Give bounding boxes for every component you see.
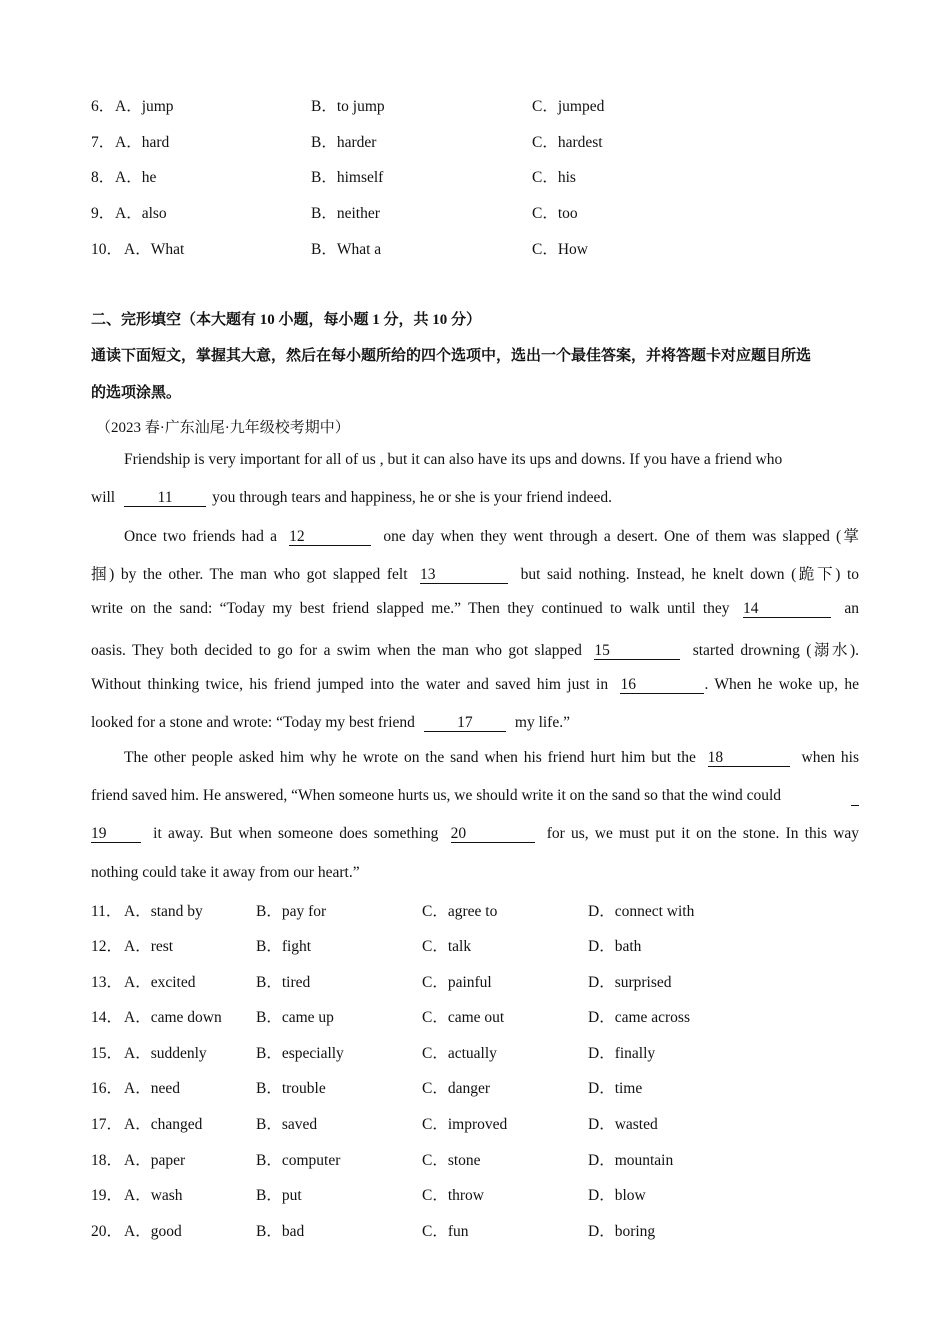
option-a: A．suddenly [124,1045,207,1062]
passage-line: oasis. They both decided to go for a swim when the man who got slapped 15 started drowning (溺水). [91,642,860,659]
option-d: D．finally [588,1045,656,1062]
passage-line: Without thinking twice, his friend jumped into the water and saved him just in 16 . When he woke up, he [91,676,860,693]
question-number: 19． [91,1187,123,1204]
option-c: C．stone [422,1152,481,1169]
passage-line: Once two friends had a 12 one day when they went through a desert. One of them was slapped (掌 [124,528,859,545]
option-a: A．jump [115,98,174,115]
option-c: C．danger [422,1080,491,1097]
blank-18: 18 [708,749,790,767]
option-a: A．also [115,205,167,222]
blank-12: 12 [289,528,371,546]
blank-14: 14 [743,600,831,618]
blank-19: 19 [91,825,141,843]
section-title: 二、完形填空（本大题有 10 小题，每小题 1 分，共 10 分） [91,312,482,328]
option-b: B．trouble [256,1080,326,1097]
question-number: 15． [91,1045,123,1062]
option-a: A．wash [124,1187,183,1204]
option-b: B．tired [256,974,311,991]
option-a: A．came down [124,1009,222,1026]
option-a: A．What [124,241,185,258]
option-c: C．How [532,241,588,258]
option-c: C．throw [422,1187,485,1204]
passage-line: looked for a stone and wrote: “Today my best friend 17 my life.” [91,714,570,731]
option-d: D．came across [588,1009,690,1026]
option-d: D．boring [588,1223,656,1240]
question-number: 6． [91,98,115,115]
option-d: D．bath [588,938,642,955]
option-a: A．stand by [124,903,203,920]
option-c: C．came out [422,1009,505,1026]
option-a: A．excited [124,974,196,991]
option-b: B．bad [256,1223,305,1240]
question-number: 18． [91,1152,123,1169]
passage-line: The other people asked him why he wrote on the sand when his friend hurt him but the 18 when his [124,749,860,766]
blank-19-start [851,805,859,806]
option-a: A．rest [124,938,174,955]
passage-line: friend saved him. He answered, “When someone hurts us, we should write it on the sand so that the wind could [91,787,782,804]
blank-15: 15 [594,642,680,660]
option-c: C．agree to [422,903,498,920]
option-c: C．his [532,169,576,186]
option-b: B．harder [311,134,377,151]
option-b: B．put [256,1187,302,1204]
option-a: A．hard [115,134,170,151]
option-b: B．fight [256,938,312,955]
option-b: B．to jump [311,98,385,115]
passage-line: write on the sand: “Today my best friend slapped me.” Then they continued to walk until they 14 an [91,600,860,617]
section-instruction-cont: 的选项涂黑。 [91,385,182,401]
option-d: D．mountain [588,1152,674,1169]
option-b: B．neither [311,205,380,222]
option-c: C．jumped [532,98,605,115]
option-d: D．connect with [588,903,695,920]
option-d: D．wasted [588,1116,658,1133]
question-number: 11． [91,903,122,920]
passage-source: （2023 春·广东汕尾·九年级校考期中） [96,420,350,436]
option-a: A．need [124,1080,180,1097]
passage-line: nothing could take it away from our heart.” [91,864,360,881]
option-b: B．computer [256,1152,341,1169]
option-b: B．came up [256,1009,334,1026]
option-c: C．hardest [532,134,603,151]
question-number: 8． [91,169,115,186]
option-c: C．improved [422,1116,508,1133]
question-number: 10． [91,241,123,258]
question-number: 13． [91,974,123,991]
option-a: A．good [124,1223,182,1240]
question-number: 17． [91,1116,123,1133]
option-c: C．too [532,205,578,222]
option-b: B．What a [311,241,382,258]
question-number: 16． [91,1080,123,1097]
question-number: 14． [91,1009,123,1026]
option-d: D．blow [588,1187,646,1204]
option-d: D．surprised [588,974,672,991]
blank-13: 13 [420,566,508,584]
option-b: B．pay for [256,903,327,920]
option-c: C．actually [422,1045,497,1062]
option-a: A．changed [124,1116,203,1133]
option-c: C．fun [422,1223,469,1240]
section-instruction: 通读下面短文，掌握其大意，然后在每小题所给的四个选项中，选出一个最佳答案，并将答题卡对应题目所选 [91,348,812,364]
option-c: C．painful [422,974,492,991]
passage-line: 19 it away. But when someone does something 20 for us, we must put it on the stone. In this way [91,825,860,842]
option-a: A．paper [124,1152,186,1169]
option-b: B．himself [311,169,384,186]
passage-line: 掴) by the other. The man who got slapped felt 13 but said nothing. Instead, he knelt down (跪下) to [91,566,860,583]
option-a: A．he [115,169,157,186]
option-d: D．time [588,1080,643,1097]
passage-line: will 11 you through tears and happiness, he or she is your friend indeed. [91,489,613,506]
question-number: 12． [91,938,123,955]
blank-11: 11 [124,489,206,507]
option-b: B．especially [256,1045,344,1062]
passage-line: Friendship is very important for all of us , but it can also have its ups and downs. If you have a friend who [124,451,783,468]
blank-17: 17 [424,714,506,732]
question-number: 7． [91,134,115,151]
option-c: C．talk [422,938,472,955]
blank-20: 20 [451,825,535,843]
question-number: 20． [91,1223,123,1240]
question-number: 9． [91,205,115,222]
blank-16: 16 [620,676,704,694]
option-b: B．saved [256,1116,318,1133]
